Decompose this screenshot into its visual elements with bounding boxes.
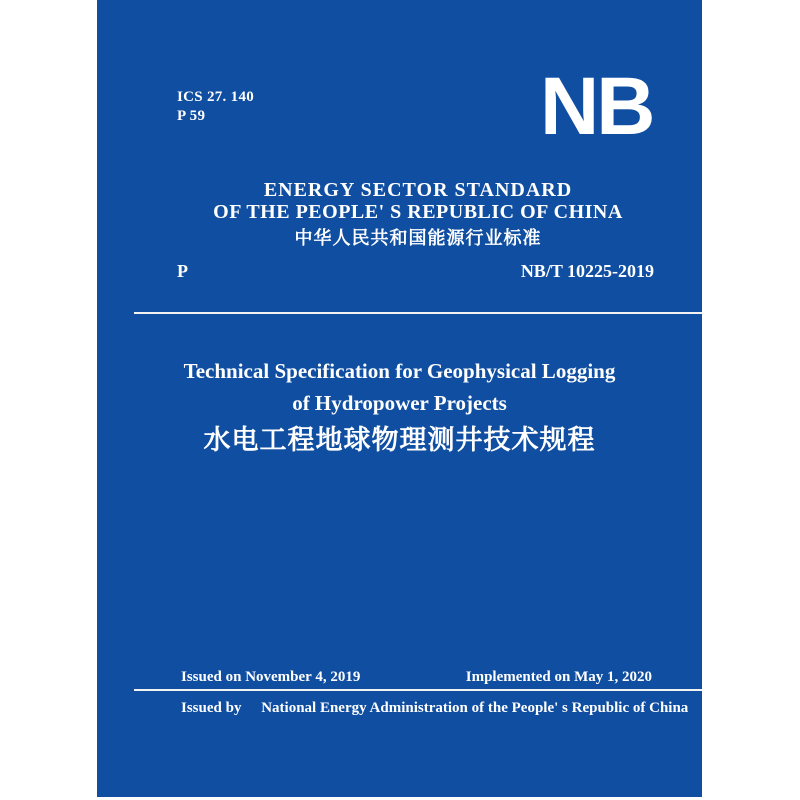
standard-name-zh: 中华人民共和国能源行业标准 (294, 228, 542, 248)
issued-by-value: National Energy Administration of the People' s Republic of China (261, 700, 689, 716)
standard-name-en-line2: OF THE PEOPLE' S REPUBLIC OF CHINA (213, 201, 623, 223)
bottom-divider-line (134, 689, 702, 691)
title-en-line2: of Hydropower Projects (292, 391, 507, 415)
nb-logo: NB (540, 61, 653, 152)
title-block (97, 358, 702, 455)
class-and-number-row (177, 261, 654, 282)
standard-number: NB/T 10225-2019 (520, 261, 654, 281)
standard-name-block (134, 180, 702, 248)
issued-by-row (181, 700, 691, 717)
title-zh: 水电工程地球物理测井技术规程 (203, 425, 596, 455)
standard-name-en-line1: ENERGY SECTOR STANDARD (263, 179, 573, 201)
blue-cover (97, 0, 702, 797)
title-en-line1: Technical Specification for Geophysical Logging (183, 359, 616, 383)
implemented-on-date: Implemented on May 1, 2020 (465, 669, 652, 685)
top-divider-line (134, 312, 702, 314)
issued-on-date: Issued on November 4, 2019 (181, 669, 361, 685)
document-class-letter: P (177, 261, 188, 281)
ics-code: ICS 27. 140 (177, 89, 255, 105)
dates-row (181, 669, 652, 686)
issued-by-label: Issued by (181, 700, 242, 716)
classification-code: P 59 (177, 108, 206, 124)
